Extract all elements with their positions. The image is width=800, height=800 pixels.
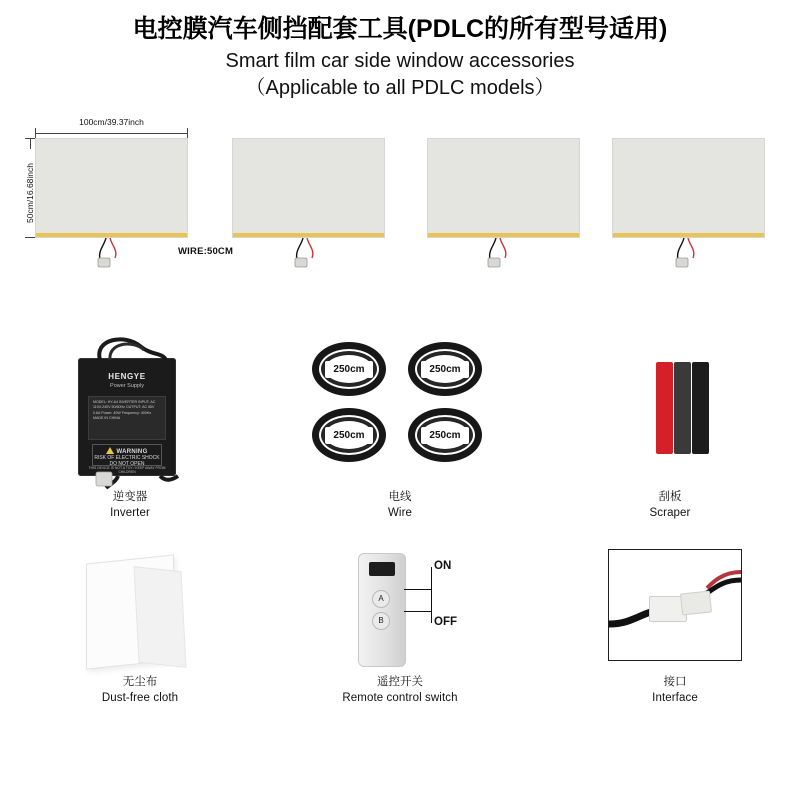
film-panel xyxy=(232,138,385,238)
page-title-en-line1: Smart film car side window accessories xyxy=(225,50,575,72)
inverter-warning-text: RISK OF ELECTRIC SHOCK DO NOT OPEN xyxy=(94,455,160,467)
scraper-label-cn: 刮板 xyxy=(658,491,682,503)
remote-caption xyxy=(300,675,500,706)
interface-label-en: Interface xyxy=(652,691,698,704)
wire-length-badge: 250cm xyxy=(325,361,373,378)
inverter-brand-sub: Power Supply xyxy=(110,383,144,389)
inverter-label-en: Inverter xyxy=(110,506,150,519)
scraper-blade xyxy=(638,362,655,454)
remote-state-on: ON xyxy=(434,560,452,572)
inverter-illustration xyxy=(40,330,220,490)
accessory-inverter xyxy=(40,330,220,521)
interface-label-cn: 接口 xyxy=(663,676,687,688)
remote-illustration xyxy=(300,545,500,675)
accessory-wire xyxy=(300,330,500,521)
cloth-fold xyxy=(134,566,187,668)
film-busbar xyxy=(613,233,764,237)
scraper-illustration xyxy=(590,330,750,490)
film-busbar xyxy=(36,233,187,237)
film-panel xyxy=(427,138,580,238)
footer-whitespace xyxy=(0,740,800,800)
inverter-footer-text: THIS DEVICE IS NOT A TOY / KEEP AWAY FROM CHILDREN xyxy=(88,466,166,474)
wire-length-badge: 250cm xyxy=(325,427,373,444)
wire-illustration xyxy=(300,330,500,490)
remote-screen xyxy=(369,562,395,576)
film-pigtail-wire xyxy=(666,238,706,280)
scraper-blade xyxy=(674,362,691,454)
wire-length-badge: 250cm xyxy=(421,427,469,444)
remote-lead-on xyxy=(404,589,432,590)
inverter-caption xyxy=(40,490,220,521)
cloth-illustration xyxy=(50,545,230,675)
scraper-caption xyxy=(590,490,750,521)
film-busbar xyxy=(428,233,579,237)
cloth-caption xyxy=(50,675,230,706)
wire-label-cn: 电线 xyxy=(388,491,412,503)
film-panel xyxy=(612,138,765,238)
page-title-en-line2: （Applicable to all PDLC models） xyxy=(245,77,555,99)
page-title-cn: 电控膜汽车侧挡配套工具(PDLC的所有型号适用) xyxy=(132,15,668,43)
wire-label-en: Wire xyxy=(387,506,413,519)
accessory-interface xyxy=(590,545,760,706)
remote-state-off: OFF xyxy=(434,616,457,628)
wire-coil xyxy=(408,408,482,464)
remote-label-cn: 遥控开关 xyxy=(377,676,423,688)
accessory-scraper xyxy=(590,330,750,521)
wire-length-badge: 250cm xyxy=(421,361,469,378)
film-panel-row xyxy=(0,117,800,280)
remote-button-b[interactable]: B xyxy=(372,612,390,630)
film-pigtail-wire xyxy=(88,238,128,280)
dimension-width-label: 100cm/39.37inch xyxy=(35,117,188,127)
accessory-cloth xyxy=(50,545,230,706)
remote-lead-vertical-on xyxy=(431,567,432,611)
dimension-width-line xyxy=(35,133,188,134)
wire-coil xyxy=(408,342,482,398)
inverter-brand: HENGYE xyxy=(108,372,146,381)
film-pigtail-wire xyxy=(285,238,325,280)
film-pigtail-wire xyxy=(478,238,518,280)
remote-button-a[interactable]: A xyxy=(372,590,390,608)
accessory-remote xyxy=(300,545,500,706)
inverter-spec-plate: MODEL: HY-A4 INVERTER INPUT: AC 110V-240V 50/60Hz OUTPUT: AC 65V 0.6A Power: 40W Frequency: 400Hz MADE IN CHINA xyxy=(88,396,166,440)
interface-photo-frame xyxy=(608,549,742,661)
scraper-label-en: Scraper xyxy=(649,506,691,519)
remote-lead-off xyxy=(404,611,432,612)
interface-connector-male xyxy=(680,590,712,615)
wire-coil xyxy=(312,408,386,464)
film-panel xyxy=(35,138,188,238)
inverter-cables xyxy=(40,330,220,490)
wire-coil xyxy=(312,342,386,398)
wire-caption xyxy=(300,490,500,521)
remote-body[interactable] xyxy=(358,553,406,667)
film-busbar xyxy=(233,233,384,237)
scraper-blade xyxy=(692,362,709,454)
page-header xyxy=(0,0,800,102)
dimension-height-label: 50cm/16.68inch xyxy=(25,149,35,237)
remote-label-en: Remote control switch xyxy=(342,691,458,704)
dimension-width xyxy=(35,117,188,138)
cloth-label-cn: 无尘布 xyxy=(122,676,158,688)
inverter-label-cn: 逆变器 xyxy=(112,491,148,503)
scraper-blade xyxy=(656,362,673,454)
wire-length-label: WIRE:50CM xyxy=(178,246,234,257)
cloth-label-en: Dust-free cloth xyxy=(101,691,179,704)
inverter-warning-title: WARNING xyxy=(116,449,148,455)
interface-caption xyxy=(590,675,760,706)
remote-lead-vertical-off xyxy=(431,611,432,623)
interface-illustration xyxy=(590,545,760,675)
